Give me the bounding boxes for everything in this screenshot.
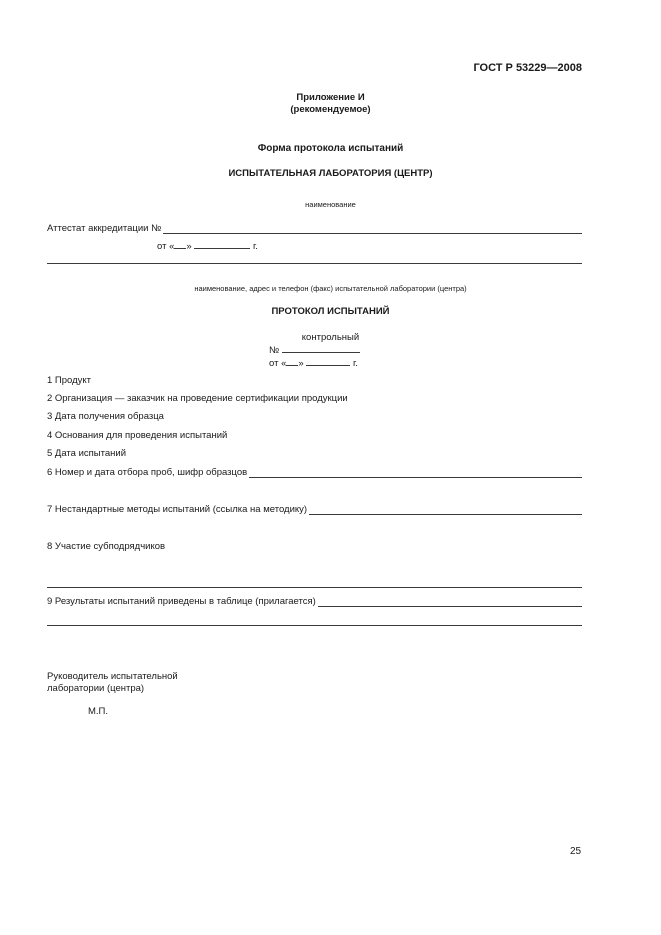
protocol-date-open: от « [269, 358, 287, 369]
item-grounds: 4 Основания для проведения испытаний [47, 430, 228, 441]
accreditation-row [47, 223, 582, 234]
item-methods-row [47, 504, 582, 515]
form-title: Форма протокола испытаний [257, 143, 404, 154]
protocol-date [269, 356, 358, 369]
accreditation-label: Аттестат аккредитации № [47, 223, 162, 234]
item-results-extra-field[interactable] [47, 625, 582, 626]
accreditation-month-field[interactable] [194, 239, 250, 249]
item-sample-date: 3 Дата получения образца [47, 411, 164, 422]
appendix-subtitle: (рекомендуемое) [290, 104, 371, 115]
item-organization: 2 Организация — заказчик на проведение сертификации продукции [47, 393, 348, 404]
lab-details-field[interactable] [47, 263, 582, 264]
appendix-title: Приложение И [296, 92, 365, 103]
standard-number: ГОСТ Р 53229—2008 [473, 62, 582, 74]
protocol-number [269, 343, 360, 356]
item-sampling-row [47, 467, 582, 478]
item-subcontractors-field[interactable] [47, 587, 582, 588]
protocol-date-close: » [298, 358, 304, 369]
protocol-number-label: № [269, 345, 280, 356]
lab-caption: наименование [305, 200, 356, 209]
signature-line1: Руководитель испытательной [47, 671, 178, 682]
protocol-year-suffix: г. [352, 358, 358, 369]
item-results: 9 Результаты испытаний приведены в таблице (прилагается) [47, 596, 316, 607]
accreditation-day-field[interactable] [174, 239, 186, 249]
accreditation-number-field[interactable] [163, 223, 582, 234]
date-year-suffix: г. [252, 241, 258, 252]
protocol-day-field[interactable] [286, 356, 298, 366]
item-test-date: 5 Дата испытаний [47, 448, 127, 459]
protocol-number-field[interactable] [282, 343, 360, 353]
item-sampling: 6 Номер и дата отбора проб, шифр образцов [47, 467, 248, 478]
protocol-control: контрольный [301, 332, 360, 343]
item-methods-field[interactable] [309, 504, 582, 515]
accreditation-date [157, 239, 258, 252]
item-methods: 7 Нестандартные методы испытаний (ссылка на методику) [47, 504, 308, 515]
protocol-month-field[interactable] [306, 356, 350, 366]
item-sampling-field[interactable] [249, 467, 582, 478]
page-number: 25 [570, 846, 582, 857]
date-close-quote: » [186, 241, 192, 252]
item-product: 1 Продукт [47, 375, 92, 386]
item-subcontractors: 8 Участие субподрядчиков [47, 541, 166, 552]
signature-line2: лаборатории (центра) [47, 683, 145, 694]
stamp-label: М.П. [88, 706, 109, 717]
protocol-title: ПРОТОКОЛ ИСПЫТАНИЙ [271, 306, 390, 317]
lab-title: ИСПЫТАТЕЛЬНАЯ ЛАБОРАТОРИЯ (ЦЕНТР) [228, 168, 433, 179]
date-open-quote: от « [157, 241, 175, 252]
lab-details-caption: наименование, адрес и телефон (факс) испытательной лаборатории (центра) [194, 284, 467, 293]
item-results-row [47, 596, 582, 607]
item-results-field[interactable] [318, 596, 582, 607]
